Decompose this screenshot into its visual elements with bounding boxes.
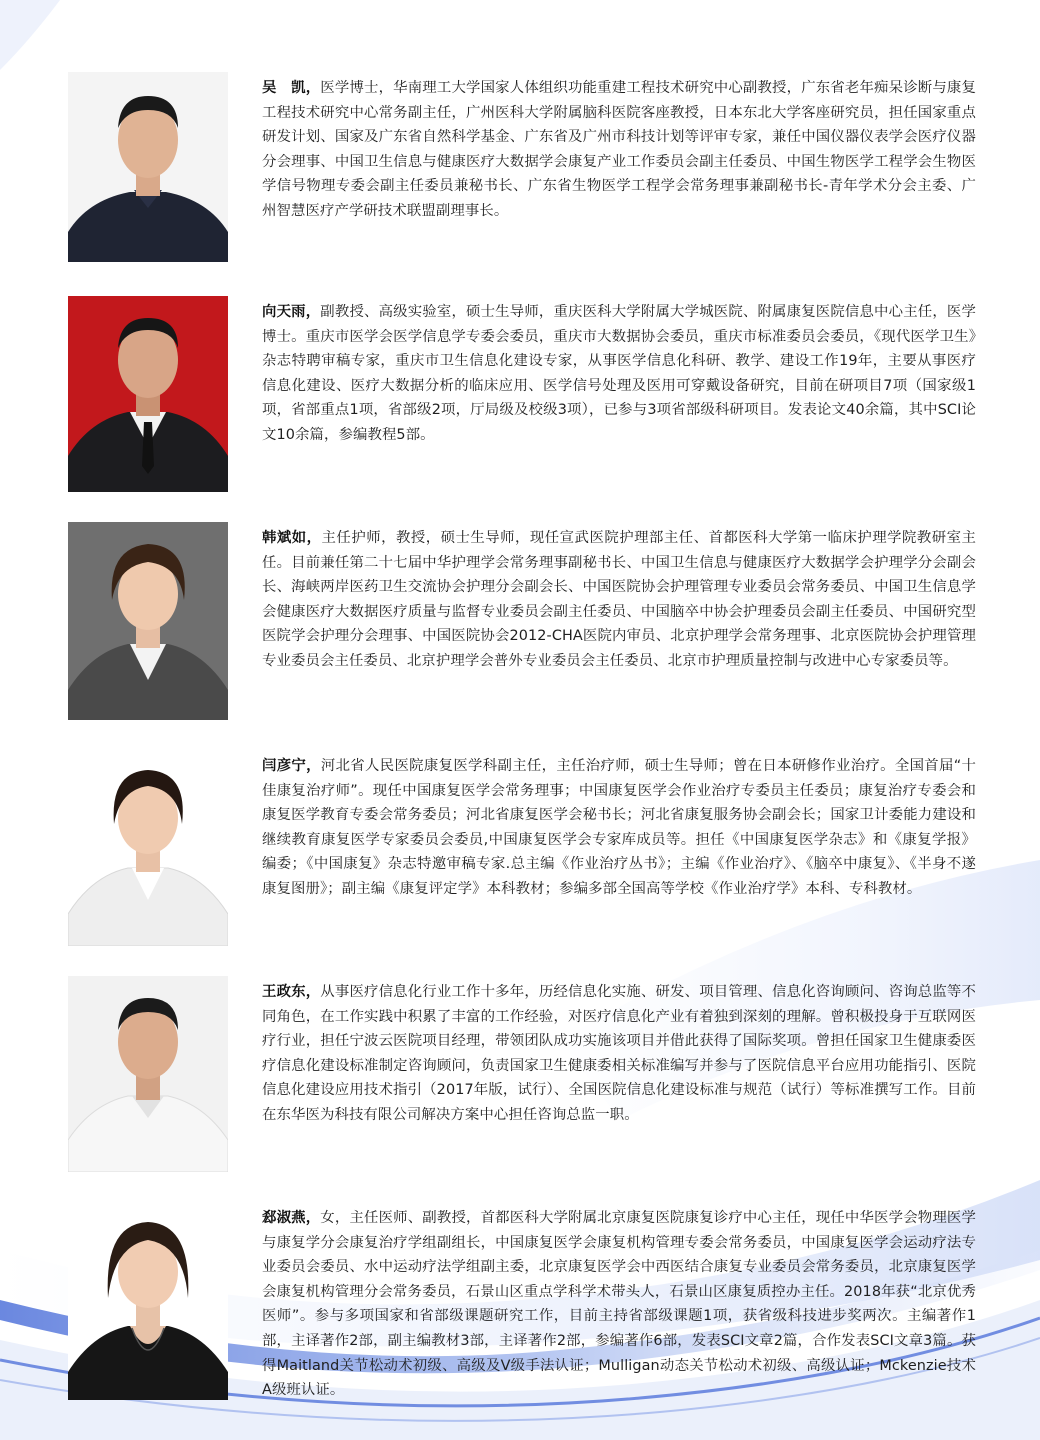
portrait-photo xyxy=(68,976,228,1172)
profile-text: 医学博士，华南理工大学国家人体组织功能重建工程技术研究中心副教授，广东省老年痴呆诊断与康复工程技术研究中心常务副主任，广州医科大学附属脑科医院客座教授，日本东北大学客座研究员，担任国家重点研发计划、国家及广东省自然科学基金、广东省及广州市科技计划等评审专家，兼任中国仪器仪表学会医疗仪器分会理事、中国卫生信息与健康医疗大数据学会康复产业工作委员会副主任委员、中国生物医学工程学会生物医学信号物理专委会副主任委员兼秘书长、广东省生物医学工程学会常务理事兼副秘书长-青年学术分会主委、广州智慧医疗产学研技术联盟副理事长。 xyxy=(262,80,976,219)
portrait-photo xyxy=(68,522,228,720)
profile-text: 主任护师，教授，硕士生导师，现任宣武医院护理部主任、首都医科大学第一临床护理学院教研室主任。目前兼任第二十七届中华护理学会常务理事副秘书长、中国卫生信息与健康医疗大数据学会护理学分会副会长、海峡两岸医药卫生交流协会护理分会副会长、中国医院协会护理管理专业委员会常务委员、中国卫生信息学会健康医疗大数据医疗质量与监督专业委员会副主任委员、中国脑卒中协会护理委员会副主任委员、中国研究型医院学会护理分会理事、中国医院协会2012-CHA医院内审员、北京护理学会常务理事、北京医院协会护理管理专业委员会主任委员、北京护理学会普外专业委员会主任委员、北京市护理质量控制与改进中心专家委员等。 xyxy=(262,530,977,669)
profile-name: 韩斌如， xyxy=(262,530,322,546)
profile-card xyxy=(68,72,978,266)
profile-card xyxy=(68,296,978,492)
profile-bio xyxy=(262,1206,976,1403)
profile-name: 王政东， xyxy=(262,984,321,1000)
profile-bio xyxy=(262,300,976,448)
portrait-man-suit-icon xyxy=(68,296,228,492)
profile-card xyxy=(68,750,978,946)
profile-bio xyxy=(262,980,976,1128)
profile-name: 郄淑燕， xyxy=(262,1210,321,1226)
profile-card xyxy=(68,522,978,720)
portrait-woman-icon xyxy=(68,522,228,720)
profile-name: 吴 凯， xyxy=(262,80,321,96)
profile-card xyxy=(68,976,978,1172)
portrait-photo xyxy=(68,750,228,946)
profile-bio xyxy=(262,526,976,674)
portrait-photo xyxy=(68,1202,228,1400)
profile-bio xyxy=(262,754,976,902)
portrait-photo xyxy=(68,296,228,492)
portrait-man-icon xyxy=(68,72,228,262)
profile-text: 副教授、高级实验室，硕士生导师，重庆医科大学附属大学城医院、附属康复医院信息中心主任，医学博士。重庆市医学会医学信息学专委会委员，重庆市大数据协会委员，重庆市标准委员会委员，《现代医学卫生》杂志特聘审稿专家，重庆市卫生信息化建设专家，从事医学信息化科研、教学、建设工作19年，主要从事医疗信息化建设、医疗大数据分析的临床应用、医学信号处理及医用可穿戴设备研究，目前在研项目7项（国家级1项，省部重点1项，省部级2项，厅局级及校级3项），已参与3项省部级科研项目。发表论文40余篇，其中SCI论文10余篇，参编教程5部。 xyxy=(262,304,976,443)
profile-bio xyxy=(262,76,976,224)
profile-name: 向天雨， xyxy=(262,304,321,320)
profile-text: 女，主任医师、副教授，首都医科大学附属北京康复医院康复诊疗中心主任，现任中华医学会物理医学与康复学分会康复治疗学组副组长，中国康复医学会康复机构管理专委会常务委员，中国康复医学会运动疗法专业委员会委员、水中运动疗法学组副主委，北京康复医学会中西医结合康复专业委员会常务委员，北京康复医学会康复机构管理分会常务委员，石景山区重点学科学术带头人，石景山区康复质控办主任。2018年获“北京优秀医师”。参与多项国家和省部级课题研究工作，目前主持省部级课题1项，获省级科技进步奖两次。主编著作1部，主译著作2部，副主编教材3部，主译著作2部，参编著作6部，发表SCI文章2篇，合作发表SCI文章3篇。获得Maitland关节松动术初级、高级及V级手法认证；Mulligan动态关节松动术初级、高级认证；Mckenzie技术A级班认证。 xyxy=(262,1210,976,1399)
profile-text: 河北省人民医院康复医学科副主任，主任治疗师，硕士生导师；曾在日本研修作业治疗。全国首届“十佳康复治疗师”。现任中国康复医学会常务理事；中国康复医学会作业治疗专委员主任委员；康复治疗专委会和康复医学教育专委会常务委员；河北省康复医学会秘书长；河北省康复服务协会副会长；国家卫计委能力建设和继续教育康复医学专家委员会委员,中国康复医学会专家库成员等。担任《中国康复医学杂志》和《康复学报》编委；《中国康复》杂志特邀审稿专家.总主编《作业治疗丛书》；主编《作业治疗》、《脑卒中康复》、《半身不遂康复图册》；副主编《康复评定学》本科教材；参编多部全国高等学校《作业治疗学》本科、专科教材。 xyxy=(262,758,976,897)
profile-name: 闫彦宁， xyxy=(262,758,321,774)
portrait-woman-necklace-icon xyxy=(68,1202,228,1400)
portrait-woman-white-coat-icon xyxy=(68,750,228,946)
portrait-photo xyxy=(68,72,228,262)
profile-card xyxy=(68,1202,978,1400)
portrait-man-shirt-icon xyxy=(68,976,228,1172)
profile-text: 从事医疗信息化行业工作十多年，历经信息化实施、研发、项目管理、信息化咨询顾问、咨询总监等不同角色，在工作实践中积累了丰富的工作经验，对医疗信息化产业有着独到深刻的理解。曾积极投身于互联网医疗行业，担任宁波云医院项目经理，带领团队成功实施该项目并借此获得了国际奖项。曾担任国家卫生健康委医疗信息化建设标准制定咨询顾问，负责国家卫生健康委相关标准编写并参与了医院信息平台应用功能指引、医院信息化建设应用技术指引（2017年版，试行）、全国医院信息化建设标准与规范（试行）等标准撰写工作。目前在东华医为科技有限公司解决方案中心担任咨询总监一职。 xyxy=(262,984,976,1123)
